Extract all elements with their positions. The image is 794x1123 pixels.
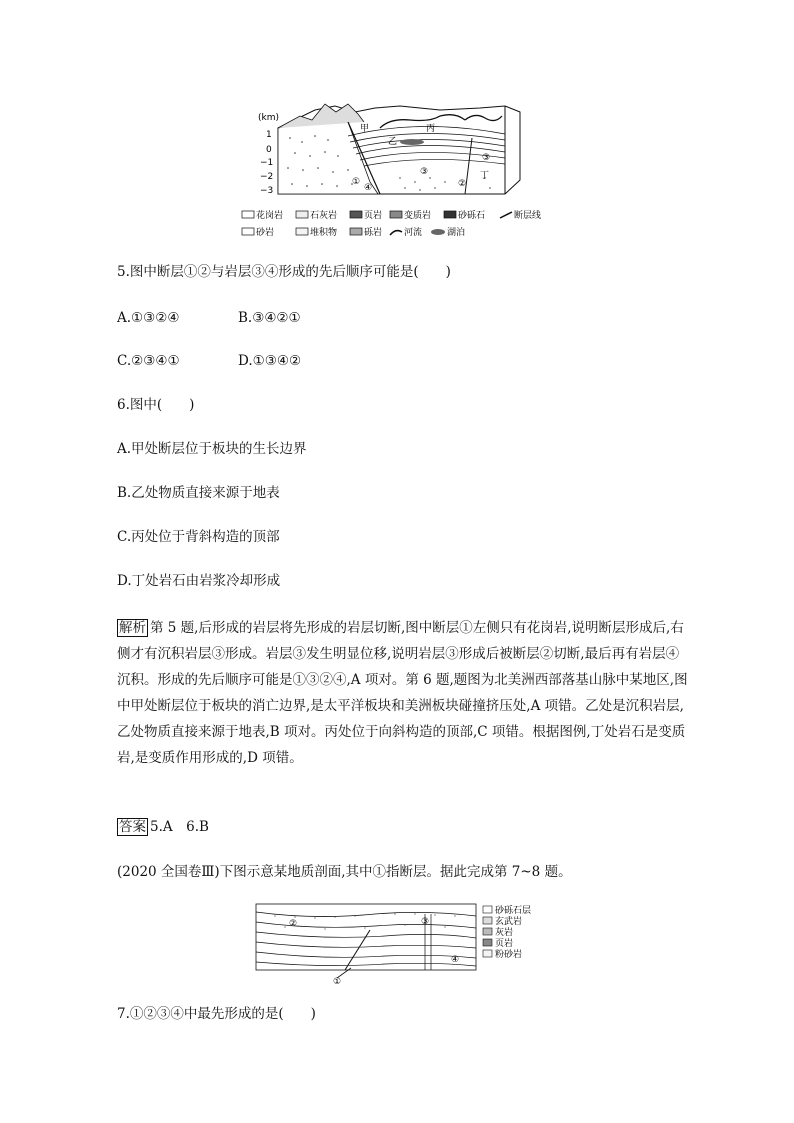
- label-3: ③: [420, 167, 429, 177]
- legend-granite: 花岗岩: [256, 211, 284, 221]
- analysis-tag: 解析: [119, 620, 146, 636]
- fig2-label-2: ②: [289, 919, 298, 929]
- intro-q7-8: (2020 全国卷Ⅲ)下图示意某地质剖面,其中①指断层。据此完成第 7~8 题。: [117, 864, 572, 880]
- legend-river: 河流: [404, 228, 423, 238]
- fig2-legend-limestone: 灰岩: [495, 928, 514, 938]
- fig2-legend-siltstone: 粉砂岩: [495, 950, 523, 960]
- legend-fault: 断层线: [514, 211, 542, 221]
- analysis-text: 第 5 题,后形成的岩层将先形成的岩层切断,图中断层①左侧只有花岗岩,说明断层形成后,右侧才有沉积岩层③形成。岩层③发生明显位移,说明岩层③形成后被断层②切断,最后再有岩层④沉积。形成的先后顺序可能是①③②④,A 项对。第 6 题,题图为北美洲西部落基山脉中某地区,图中甲处断层位于板块的消亡边界,是太平洋板块和美洲板块碰撞挤压处,A 项错。乙处是沉积岩层,乙处物质直接来源于地表,B 项对。丙处位于向斜构造的顶部,C 项错。根据图例,丁处岩石是变质岩,是变质作用形成的,D 项错。: [117, 620, 688, 766]
- tick-label: −2: [260, 172, 274, 182]
- q6-stem: 6.图中( ): [117, 397, 195, 413]
- tick-label: −1: [260, 158, 274, 168]
- legend-metamorphic: 变质岩: [404, 211, 432, 221]
- q6-option-a: A.甲处断层位于板块的生长边界: [117, 441, 307, 457]
- q5-option-c: C.②③④①: [117, 353, 180, 369]
- tick-label: −3: [260, 186, 274, 196]
- q6-option-c: C.丙处位于背斜构造的顶部: [117, 529, 280, 545]
- answer-line: [117, 817, 209, 837]
- figure1-legend: [240, 208, 585, 242]
- q7-stem: 7.①②③④中最先形成的是( ): [117, 1006, 316, 1022]
- answer-text: 5.A 6.B: [150, 819, 209, 835]
- fig2-legend-shale: 页岩: [495, 939, 514, 949]
- label-3b: ③: [482, 153, 491, 163]
- legend-conglomerate: 砾岩: [364, 228, 383, 238]
- legend-limestone: 石灰岩: [310, 211, 338, 221]
- legend-sandstone: 砂岩: [256, 228, 275, 238]
- fig2-legend-basalt: 玄武岩: [495, 917, 523, 927]
- answer-tag: 答案: [119, 819, 146, 835]
- q5-option-d: D.①③④②: [238, 353, 302, 369]
- tick-label: 1: [266, 130, 272, 140]
- q6-option-d: D.丁处岩石由岩浆冷却形成: [117, 573, 281, 589]
- q5-option-a: A.①③②④: [117, 310, 180, 326]
- label-2: ②: [458, 179, 467, 189]
- legend-shale: 页岩: [364, 211, 383, 221]
- fig2-label-3: ③: [421, 917, 430, 927]
- label-4: ④: [364, 183, 373, 193]
- axis-unit: (km): [258, 113, 280, 123]
- q6-option-b: B.乙处物质直接来源于地表: [117, 485, 280, 501]
- legend-deposit: 堆积物: [310, 228, 338, 238]
- q5-stem: 5.图中断层①②与岩层③④形成的先后顺序可能是( ): [117, 264, 451, 280]
- analysis-paragraph: [117, 615, 692, 771]
- fig2-label-4: ④: [451, 955, 460, 965]
- legend-gravel: 砂砾石: [458, 211, 486, 221]
- geologic-cross-section: [255, 900, 545, 986]
- legend-lake: 湖泊: [447, 228, 466, 238]
- label-1: ①: [352, 177, 361, 187]
- fig2-legend-gravel: 砂砾石层: [495, 906, 532, 916]
- q5-option-b: B.③④②①: [238, 310, 301, 326]
- label-bing: 丙: [426, 124, 436, 134]
- label-yi: 乙: [388, 137, 398, 147]
- label-ding: 丁: [480, 171, 490, 181]
- fig2-label-1: ①: [333, 977, 342, 986]
- tick-label: 0: [266, 145, 272, 155]
- label-jia: 甲: [360, 124, 370, 134]
